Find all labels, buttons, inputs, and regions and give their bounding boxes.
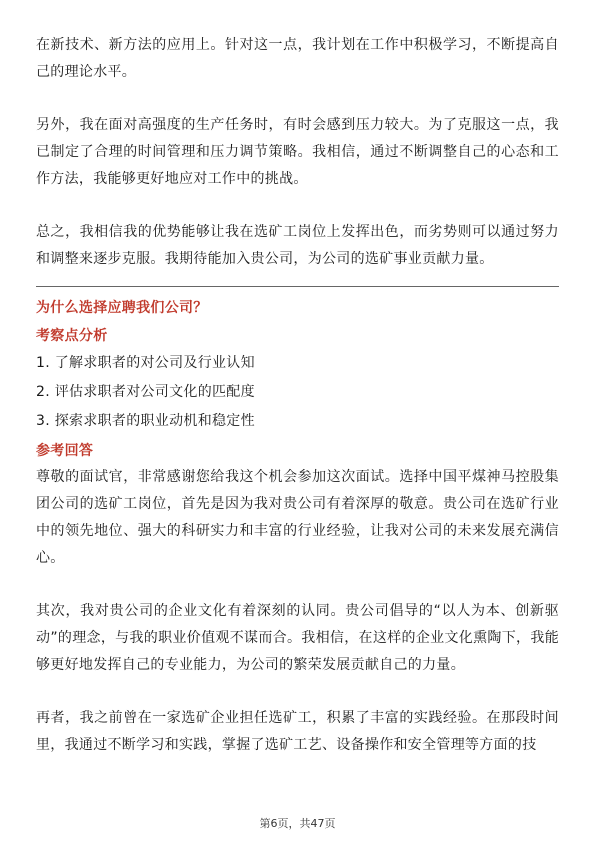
answer-paragraph-2: 其次，我对贵公司的企业文化有着深刻的认同。贵公司倡导的“以人为本、创新驱动”的理念，与我的职业价值观不谋而合。我相信，在这样的企业文化熏陶下，我能够更好地发挥自己的专业能力，为公司的繁荣发展贡献自己的力量。 xyxy=(36,603,559,673)
analysis-heading: 考察点分析 xyxy=(36,328,108,344)
paragraph-gap xyxy=(36,193,559,219)
analysis-list xyxy=(36,349,559,436)
answer-paragraph-1: 尊敬的面试官，非常感谢您给我这个机会参加这次面试。选择中国平煤神马控股集团公司的选矿工岗位，首先是因为我对贵公司有着深厚的敬意。贵公司在选矿行业中的领先地位、强大的科研实力和丰富的行业经验，让我对公司的未来发展充满信心。 xyxy=(36,469,559,566)
paragraph-gap xyxy=(36,679,559,705)
paragraph-gap xyxy=(36,86,559,112)
analysis-item-2: 2. 评估求职者对公司文化的匹配度 xyxy=(36,384,255,400)
answer-paragraph-3: 再者，我之前曾在一家选矿企业担任选矿工，积累了丰富的实践经验。在那段时间里，我通过不断学习和实践，掌握了选矿工艺、设备操作和安全管理等方面的技 xyxy=(36,710,559,753)
question-title: 为什么选择应聘我们公司？ xyxy=(36,300,208,316)
intro-paragraph-1: 在新技术、新方法的应用上。针对这一点，我计划在工作中积极学习，不断提高自己的理论水平。 xyxy=(36,37,559,80)
analysis-item-1: 1. 了解求职者的对公司及行业认知 xyxy=(36,355,255,371)
section-divider xyxy=(36,286,559,287)
intro-paragraph-3: 总之，我相信我的优势能够让我在选矿工岗位上发挥出色，而劣势则可以通过努力和调整来逐步克服。我期待能加入贵公司，为公司的选矿事业贡献力量。 xyxy=(36,224,559,267)
paragraph-gap xyxy=(36,572,559,598)
intro-paragraph-2: 另外，我在面对高强度的生产任务时，有时会感到压力较大。为了克服这一点，我已制定了合理的时间管理和压力调节策略。我相信，通过不断调整自己的心态和工作方法，我能够更好地应对工作中的挑战。 xyxy=(36,117,559,187)
page-number: 第6页，共47页 xyxy=(259,817,336,830)
answer-heading: 参考回答 xyxy=(36,443,94,459)
analysis-item-3: 3. 探索求职者的职业动机和稳定性 xyxy=(36,413,255,429)
page-content xyxy=(36,32,559,759)
